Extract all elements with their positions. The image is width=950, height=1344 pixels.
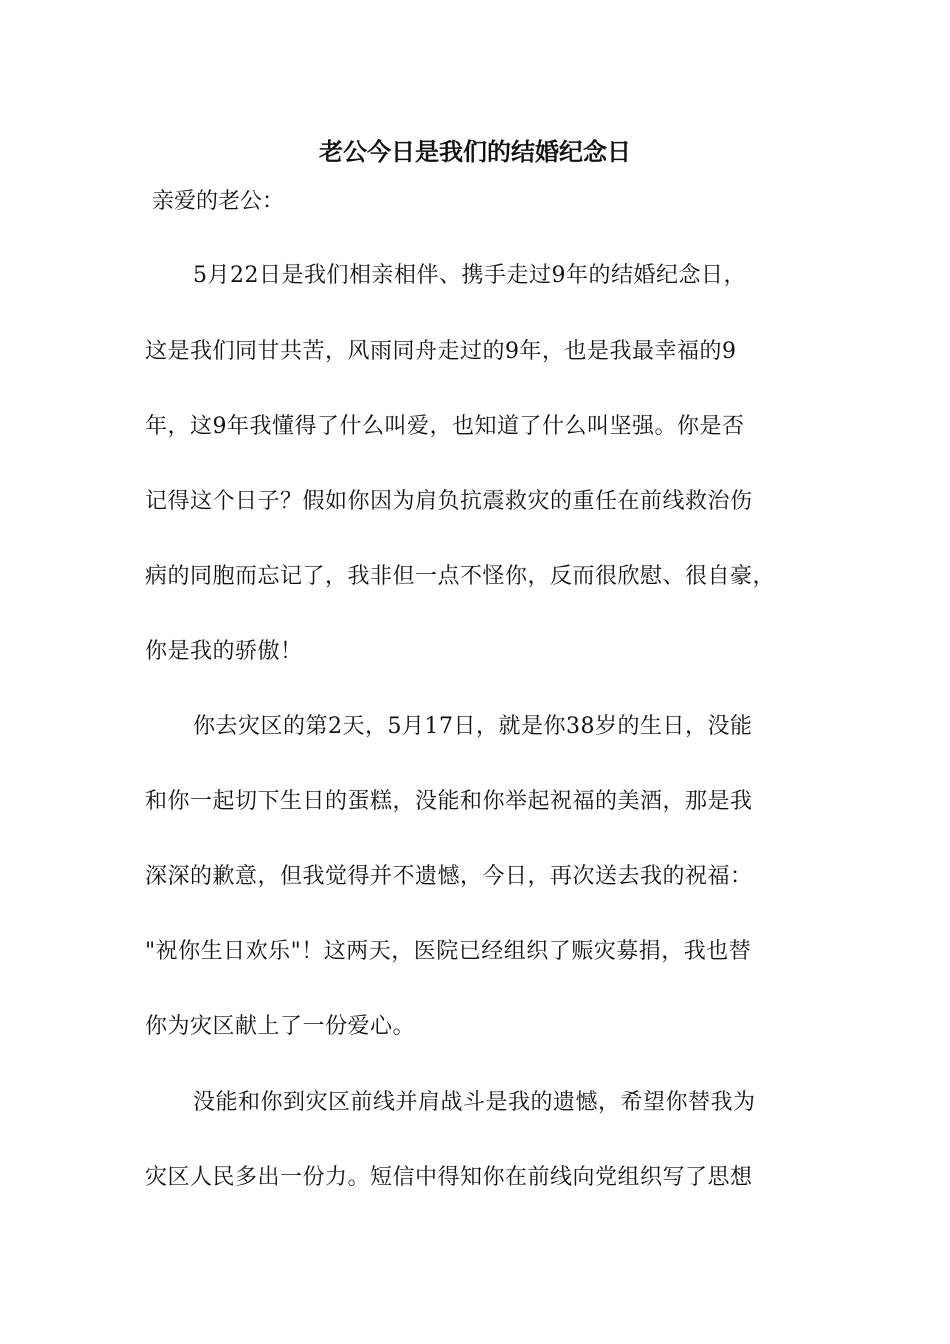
text-line: 没能和你到灾区前线并肩战斗是我的遗憾，希望你替我为 [193, 1090, 756, 1115]
text-line: 年，这9年我懂得了什么叫爱，也知道了什么叫坚强。你是否 [145, 414, 745, 439]
text-line: 5月22日是我们相亲相伴、携手走过9年的结婚纪念日， [193, 263, 746, 288]
salutation: 亲爱的老公： [152, 189, 285, 214]
text-line: 和你一起切下生日的蛋糕，没能和你举起祝福的美酒，那是我 [145, 789, 753, 814]
text-line: 你去灾区的第2天，5月17日，就是你38岁的生日，没能 [193, 714, 753, 739]
text-line: 病的同胞而忘记了，我非但一点不怪你，反而很欣慰、很自豪， [145, 564, 776, 589]
text-line: 记得这个日子？假如你因为肩负抗震救灾的重任在前线救治伤 [145, 489, 753, 514]
text-line: 你是我的骄傲！ [145, 639, 303, 664]
document-title: 老公今日是我们的结婚纪念日 [319, 138, 631, 166]
text-line: 这是我们同甘共苦，风雨同舟走过的9年，也是我最幸福的9 [145, 339, 737, 364]
text-line: 灾区人民多出一份力。短信中得知你在前线向党组织写了思想 [145, 1165, 753, 1190]
text-line: "祝你生日欢乐"！这两天，医院已经组织了赈灾募捐，我也替 [145, 939, 752, 964]
text-line: 深深的歉意，但我觉得并不遗憾，今日，再次送去我的祝福： [145, 864, 753, 889]
text-line: 你为灾区献上了一份爱心。 [145, 1014, 416, 1039]
